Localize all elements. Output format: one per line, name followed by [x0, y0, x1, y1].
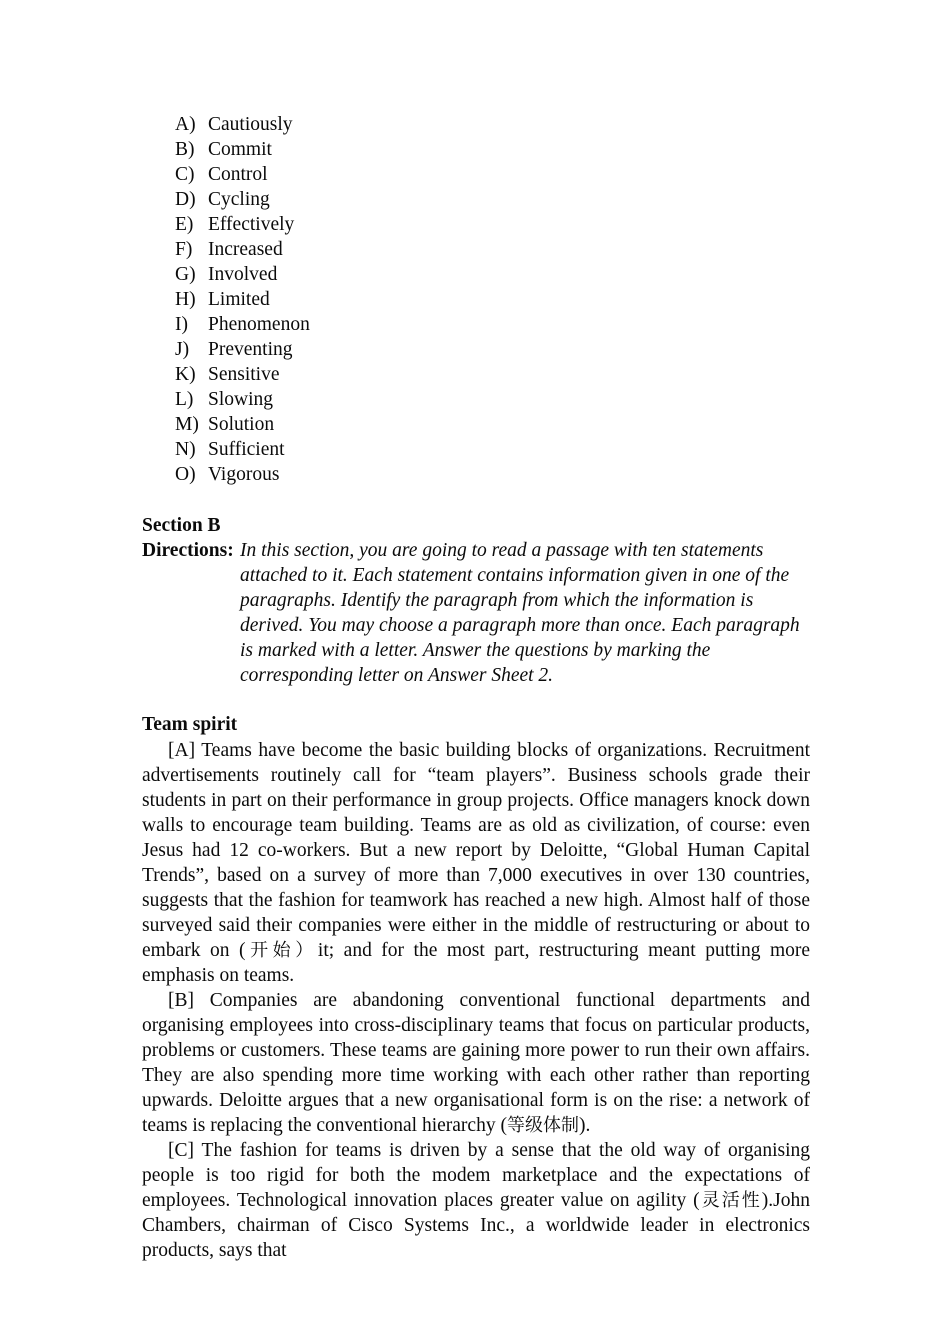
directions-label: Directions: — [142, 540, 234, 561]
passage-body — [142, 738, 810, 1263]
option-word: Increased — [208, 239, 283, 260]
directions-text: In this section, you are going to read a passage with ten statements attached to it. Each statement contains information given in one of the paragraphs. Identify the paragraph from which the information is derived. You may choose a paragraph more than once. Each paragraph is marked with a letter. Answer the questions by marking the corresponding letter on Answer Sheet 2. — [240, 540, 800, 686]
option-word: Cautiously — [208, 114, 293, 135]
option-word: Sensitive — [208, 364, 280, 385]
option-letter: I) — [175, 314, 188, 335]
option-item-b[interactable] — [175, 137, 575, 162]
directions-block — [142, 538, 810, 688]
option-word: Phenomenon — [208, 314, 310, 335]
directions-paragraph — [142, 538, 810, 688]
option-word: Commit — [208, 139, 272, 160]
option-letter: H) — [175, 289, 196, 310]
option-word: Preventing — [208, 339, 293, 360]
section-b-heading: Section B — [142, 515, 221, 536]
option-letter: O) — [175, 464, 196, 485]
option-item-a[interactable] — [175, 112, 575, 137]
option-letter: C) — [175, 164, 195, 185]
option-letter: M) — [175, 414, 199, 435]
option-letter: K) — [175, 364, 196, 385]
option-letter: D) — [175, 189, 196, 210]
cjk-gloss: 等级体制 — [506, 1115, 579, 1136]
option-item-d[interactable] — [175, 187, 575, 212]
option-item-f[interactable] — [175, 237, 575, 262]
option-letter: G) — [175, 264, 196, 285]
option-word: Involved — [208, 264, 278, 285]
option-item-j[interactable] — [175, 337, 575, 362]
cjk-gloss: 开始） — [245, 940, 318, 961]
option-item-l[interactable] — [175, 387, 575, 412]
option-letter: A) — [175, 114, 196, 135]
option-word: Vigorous — [208, 464, 280, 485]
passage-title: Team spirit — [142, 714, 238, 735]
word-bank-options-list — [175, 112, 575, 487]
option-letter: B) — [175, 139, 195, 160]
option-letter: E) — [175, 214, 194, 235]
cjk-gloss: 灵活性 — [699, 1190, 762, 1211]
option-letter: F) — [175, 239, 193, 260]
option-word: Effectively — [208, 214, 295, 235]
option-item-o[interactable] — [175, 462, 575, 487]
option-item-k[interactable] — [175, 362, 575, 387]
passage-paragraph-c: [C] The fashion for teams is driven by a sense that the old way of organising people is too rigid for both the modem marketplace and the expectations of employees. Technological innovation places greater value on agility (灵活性).John Chambers, chairman of Cisco Systems Inc., a worldwide leader in electronics products, says that — [142, 1140, 811, 1261]
passage-paragraph-b: [B] Companies are abandoning conventional functional departments and organising employees into cross-disciplinary teams that focus on particular products, problems or customers. These teams are gaining more power to run their own affairs. They are also spending more time working with each other rather than reporting upwards. Deloitte argues that a new organisational form is on the rise: a network of teams is replacing the conventional hierarchy (等级体制). — [142, 990, 810, 1136]
option-item-c[interactable] — [175, 162, 575, 187]
option-word: Solution — [208, 414, 275, 435]
option-word: Sufficient — [208, 439, 285, 460]
option-letter: L) — [175, 389, 194, 410]
option-word: Cycling — [208, 189, 270, 210]
option-letter: J) — [175, 339, 190, 360]
option-word: Limited — [208, 289, 270, 310]
option-item-n[interactable] — [175, 437, 575, 462]
option-item-h[interactable] — [175, 287, 575, 312]
option-item-g[interactable] — [175, 262, 575, 287]
option-item-m[interactable] — [175, 412, 575, 437]
option-item-i[interactable] — [175, 312, 575, 337]
passage-paragraph-a: [A] Teams have become the basic building blocks of organizations. Recruitment advertisements routinely call for “team players”. Business schools grade their students in part on their performance in group projects. Office managers knock down walls to encourage team building. Teams are as old as civilization, of course: even Jesus had 12 co-workers. But a new report by Deloitte, “Global Human Capital Trends”, based on a survey of more than 7,000 executives in over 130 countries, suggests that the fashion for teamwork has reached a new high. Almost half of those surveyed said their companies were either in the middle of restructuring or about to embark on (开始）it; and for the most part, restructuring meant putting more emphasis on teams. — [142, 740, 811, 986]
option-letter: N) — [175, 439, 196, 460]
option-word: Slowing — [208, 389, 274, 410]
option-item-e[interactable] — [175, 212, 575, 237]
option-word: Control — [208, 164, 268, 185]
